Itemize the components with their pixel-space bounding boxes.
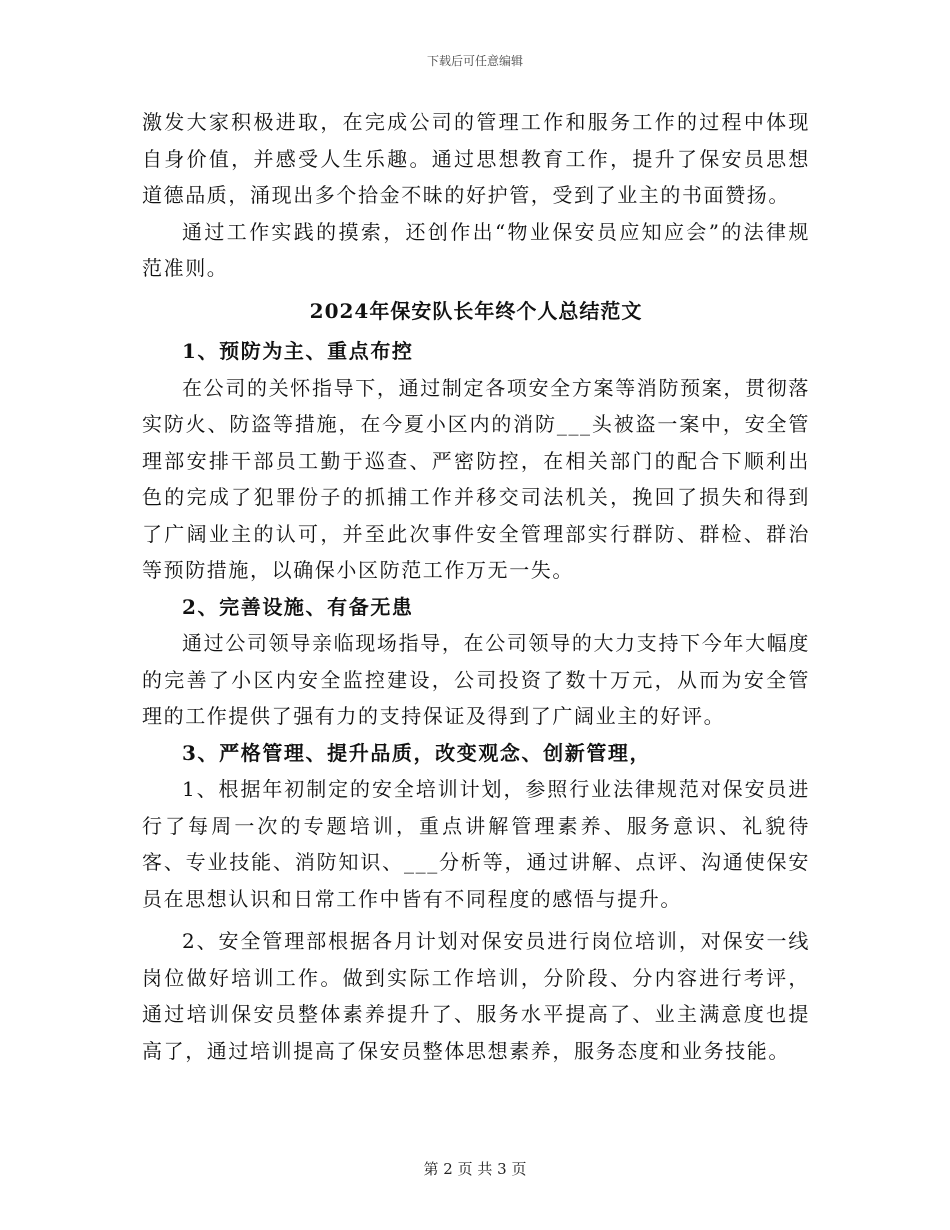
intro-paragraph: 通过工作实践的摸索，还创作出“物业保安员应知应会”的法律规范准则。 — [142, 219, 810, 280]
section-paragraph: 在公司的关怀指导下，通过制定各项安全方案等消防预案，贯彻落实防火、防盗等措施，在今夏小区内的消防___头被盗一案中，安全管理部安排干部员工勤于巡查、严密防控，在相关部门的配合下顺利出色的完成了犯罪份子的抓捕工作并移交司法机关，挽回了损失和得到了广阔业主的认可，并至此次事件安全管理部实行群防、群检、群治等预防措施，以确保小区防范工作万无一失。 — [142, 375, 810, 582]
section-paragraph: 通过公司领导亲临现场指导，在公司领导的大力支持下今年大幅度的完善了小区内安全监控建设，公司投资了数十万元，从而为安全管理的工作提供了强有力的支持保证及得到了广阔业主的好评。 — [142, 631, 810, 728]
page-header: 下载后可任意编辑 — [426, 54, 523, 68]
section-heading: 3、严格管理、提升品质，改变观念、创新管理， — [182, 740, 652, 765]
section-heading: 1、预防为主、重点布控 — [182, 339, 414, 363]
document-title: 2024年保安队长年终个人总结范文 — [309, 298, 643, 323]
section-heading: 2、完善设施、有备无患 — [182, 594, 414, 619]
intro-paragraph: 激发大家积极进取，在完成公司的管理工作和服务工作的过程中体现自身价值，并感受人生乐趣。通过思想教育工作，提升了保安员思想道德品质，涌现出多个拾金不昧的好护管，受到了业主的书面赞扬。 — [142, 110, 810, 207]
section-paragraph: 1、根据年初制定的安全培训计划，参照行业法律规范对保安员进行了每周一次的专题培训，重点讲解管理素养、服务意识、礼貌待客、专业技能、消防知识、___分析等，通过讲解、点评、沟通使保安员在思想认识和日常工作中皆有不同程度的感悟与提升。 — [142, 777, 810, 911]
document-body — [142, 104, 810, 1069]
section-paragraph: 2、安全管理部根据各月计划对保安员进行岗位培训，对保安一线岗位做好培训工作。做到实际工作培训，分阶段、分内容进行考评，通过培训保安员整体素养提升了、服务水平提高了、业主满意度也提高了，通过培训提高了保安员整体思想素养，服务态度和业务技能。 — [142, 929, 810, 1063]
page-footer: 第 2 页 共 3 页 — [423, 1160, 527, 1178]
